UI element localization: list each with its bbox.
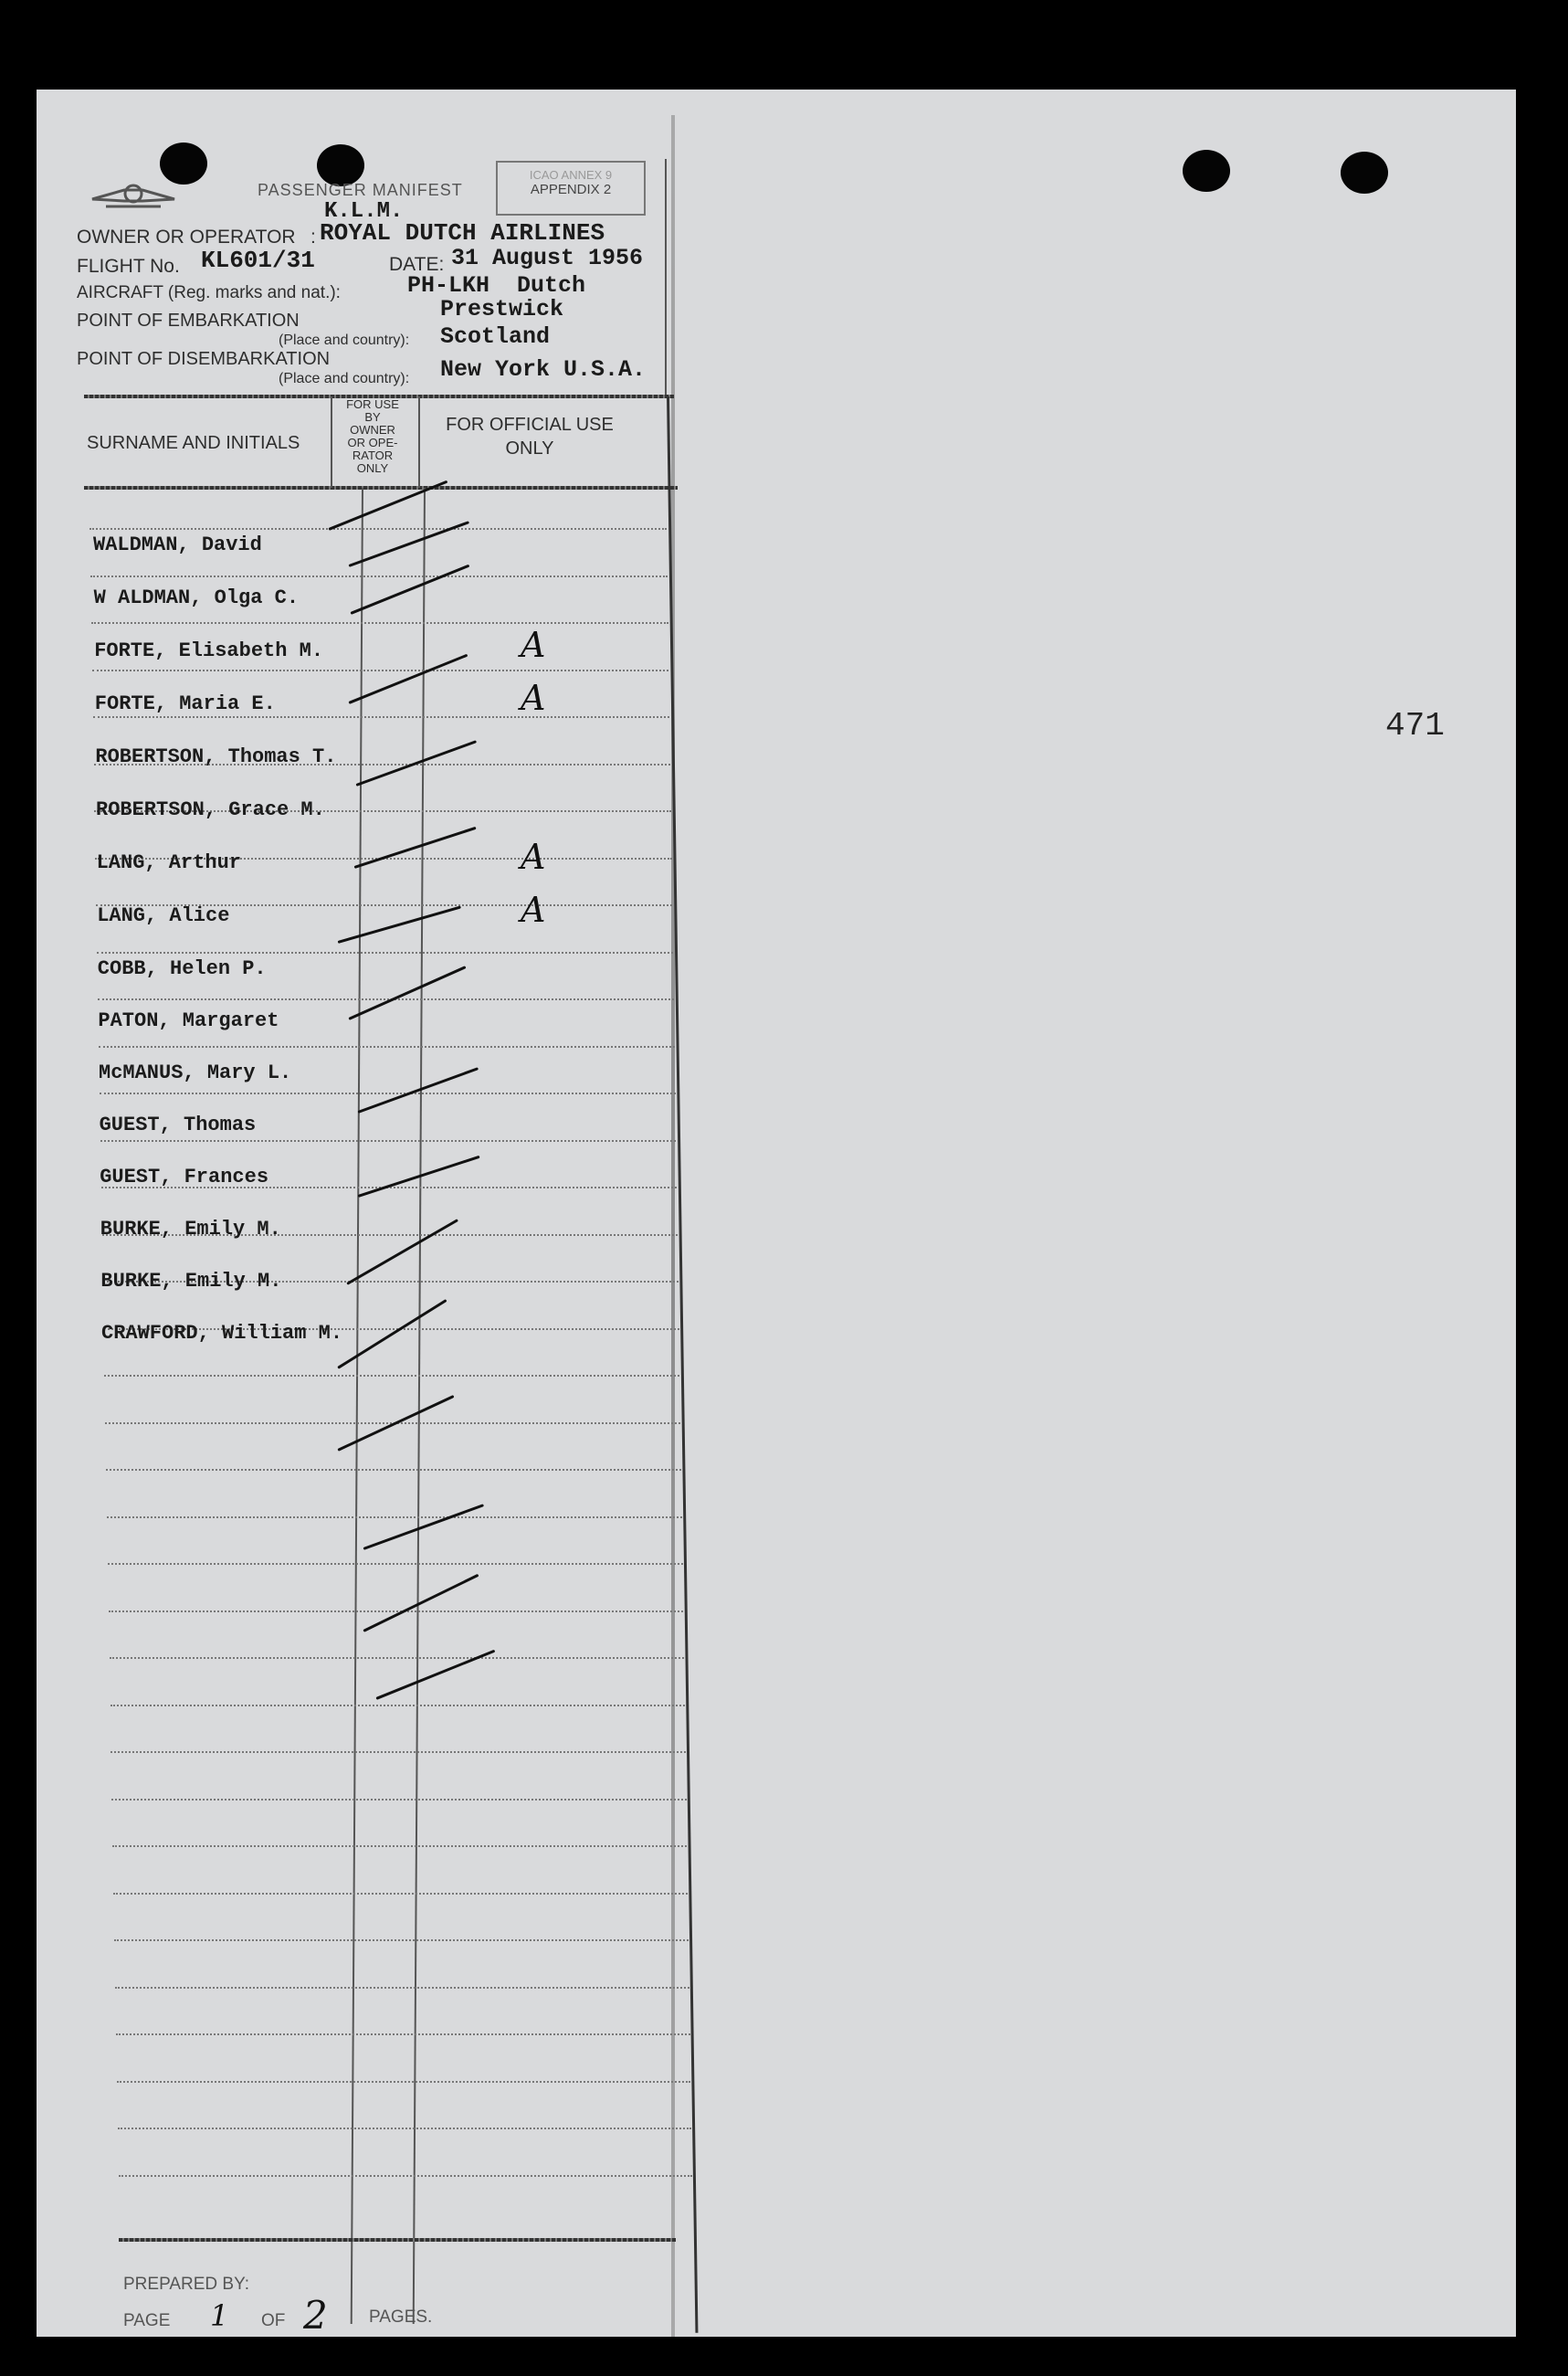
ruled-line — [104, 1375, 679, 1377]
aircraft-label: AIRCRAFT (Reg. marks and nat.): — [77, 283, 341, 302]
header-right-border — [665, 159, 667, 396]
disembarkation-label: POINT OF DISEMBARKATION — [77, 349, 331, 369]
passenger-name: ROBERTSON, Thomas T. — [95, 745, 337, 768]
passenger-name: CRAWFORD, William M. — [101, 1322, 343, 1345]
ruled-line — [110, 1705, 686, 1706]
table-bottom-rule — [119, 2238, 676, 2242]
official-use-line: ONLY — [505, 438, 554, 459]
ruled-line — [111, 1799, 686, 1800]
official-mark: A — [521, 837, 546, 877]
column-owner-use — [332, 398, 413, 475]
check-mark — [354, 827, 477, 869]
check-mark — [357, 1067, 479, 1114]
column-surname: SURNAME AND INITIALS — [87, 433, 300, 453]
check-mark — [346, 1219, 458, 1285]
owner-label: OWNER OR OPERATOR — [77, 227, 296, 248]
passenger-name: McMANUS, Mary L. — [99, 1061, 292, 1084]
col-divider-1 — [331, 396, 332, 488]
col-divider-2 — [418, 396, 420, 488]
owner-use-line: FOR USE — [346, 397, 399, 411]
check-mark — [338, 905, 461, 943]
ruled-line — [93, 716, 670, 718]
owner-use-line: OR OPE- — [347, 436, 398, 449]
passenger-name: LANG, Arthur — [96, 851, 242, 874]
ruled-line — [107, 1516, 682, 1518]
ruled-line — [90, 576, 668, 577]
ruled-line — [116, 2033, 690, 2035]
date-label: DATE: — [389, 254, 445, 275]
passenger-name: BURKE, Emily M. — [100, 1270, 282, 1293]
ruled-line — [112, 1845, 687, 1847]
icao-reference-box — [496, 161, 646, 216]
flight-label: FLIGHT No. — [77, 256, 180, 277]
ruled-line — [115, 1987, 689, 1989]
passenger-name: GUEST, Frances — [100, 1166, 269, 1188]
passenger-name: W ALDMAN, Olga C. — [93, 586, 300, 609]
disembarkation-sub-label: (Place and country): — [279, 371, 410, 386]
ruled-line — [100, 1140, 677, 1142]
punch-hole — [1341, 152, 1388, 194]
owner-use-line: BY — [364, 410, 381, 424]
passenger-name: GUEST, Thomas — [99, 1114, 257, 1136]
check-mark — [348, 966, 466, 1020]
aircraft-value: PH-LKH Dutch — [407, 272, 586, 299]
table-header-rule — [84, 486, 678, 490]
owner-use-line: RATOR — [352, 449, 394, 462]
ruled-line — [91, 622, 668, 624]
icao-annex-label: ICAO ANNEX 9 — [529, 168, 613, 182]
of-label: OF — [261, 2311, 286, 2330]
passenger-name: WALDMAN, David — [93, 533, 262, 556]
ruled-line — [106, 1469, 681, 1471]
ruled-line — [110, 1751, 685, 1753]
check-mark — [363, 1574, 479, 1632]
pages-label: PAGES. — [369, 2307, 433, 2327]
flight-value: KL601/31 — [201, 247, 315, 274]
embarkation-label: POINT OF EMBARKATION — [77, 311, 300, 331]
passenger-name: BURKE, Emily M. — [100, 1218, 281, 1241]
manifest-title: PASSENGER MANIFEST — [258, 181, 463, 199]
check-mark — [348, 654, 468, 704]
embarkation-sub-label: (Place and country): — [279, 333, 410, 348]
official-use-line: FOR OFFICIAL USE — [446, 415, 614, 435]
ruled-line — [118, 2128, 692, 2129]
official-mark: A — [521, 890, 546, 930]
passenger-name: PATON, Margaret — [98, 1009, 279, 1032]
owner-value: ROYAL DUTCH AIRLINES — [320, 219, 605, 247]
date-value: 31 August 1956 — [451, 245, 644, 271]
punch-hole — [1183, 150, 1230, 192]
owner-use-line: ONLY — [356, 461, 389, 475]
ruled-line — [100, 1093, 676, 1094]
ruled-line — [108, 1563, 683, 1565]
column-official-use — [420, 413, 639, 460]
page-label: PAGE — [123, 2311, 171, 2330]
passenger-name: FORTE, Maria E. — [94, 692, 276, 715]
ruled-line — [114, 1939, 689, 1941]
owner-use-line: OWNER — [350, 423, 395, 437]
fold-line — [671, 115, 675, 2337]
embarkation-value-place: Prestwick — [440, 296, 564, 322]
owner-colon: : — [310, 227, 316, 248]
check-mark — [337, 1299, 447, 1369]
prepared-by-label: PREPARED BY: — [123, 2275, 249, 2294]
ruled-line — [113, 1893, 688, 1895]
disembarkation-value: New York U.S.A. — [440, 356, 647, 383]
check-mark — [363, 1504, 484, 1550]
embarkation-value-country: Scotland — [440, 323, 551, 350]
ruled-line — [117, 2081, 691, 2083]
page-number: 471 — [1385, 707, 1445, 744]
official-mark: A — [521, 678, 546, 718]
of-value: 2 — [303, 2293, 328, 2338]
passenger-name: COBB, Helen P. — [97, 957, 267, 980]
icao-appendix-label: APPENDIX 2 — [530, 182, 612, 197]
ruled-line — [109, 1610, 684, 1612]
manifest-sheet — [37, 90, 1516, 2337]
ruled-line — [119, 2175, 693, 2177]
ruled-line — [92, 670, 669, 671]
ruled-line — [110, 1657, 685, 1659]
klm-logo-icon — [88, 174, 179, 225]
passenger-name: ROBERTSON, Grace M. — [96, 798, 325, 821]
owner-value-klm: K.L.M. — [324, 199, 404, 224]
official-mark: A — [521, 625, 546, 665]
ruled-line — [97, 952, 673, 954]
passenger-name: LANG, Alice — [97, 904, 230, 927]
ruled-line — [89, 528, 667, 530]
page-value: 1 — [210, 2298, 229, 2333]
ruled-line — [99, 1046, 675, 1048]
passenger-name: FORTE, Elisabeth M. — [94, 639, 324, 662]
check-mark — [350, 565, 469, 615]
